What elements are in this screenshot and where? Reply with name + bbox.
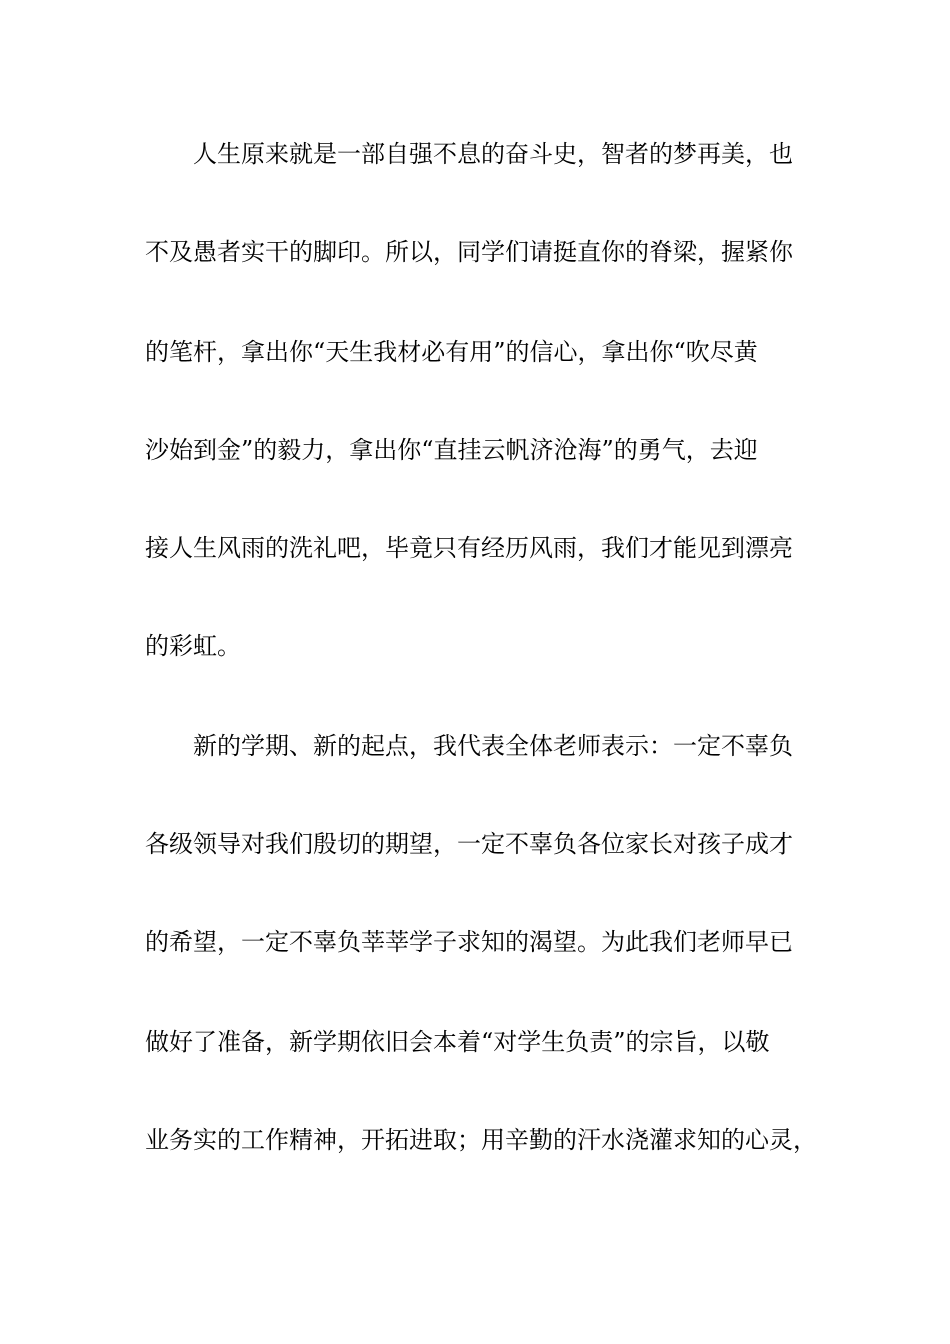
- paragraph-1-line-2: 不及愚者实干的脚印。所以，同学们请挺直你的脊梁，握紧你: [145, 238, 793, 266]
- paragraph-1-line-5: 接人生风雨的洗礼吧，毕竟只有经历风雨，我们才能见到漂亮: [145, 534, 793, 562]
- paragraph-2-line-5: 业务实的工作精神，开拓进取；用辛勤的汗水浇灌求知的心灵，: [145, 1126, 817, 1154]
- paragraph-1-line-1: 人生原来就是一部自强不息的奋斗史，智者的梦再美，也: [193, 140, 793, 168]
- paragraph-2-line-4: 做好了准备，新学期依旧会本着“对学生负责”的宗旨，以敬: [145, 1028, 770, 1056]
- paragraph-1-line-4: 沙始到金”的毅力，拿出你“直挂云帆济沧海”的勇气，去迎: [145, 436, 758, 464]
- paragraph-2-line-1: 新的学期、新的起点，我代表全体老师表示：一定不辜负: [193, 732, 793, 760]
- paragraph-2-line-3: 的希望，一定不辜负莘莘学子求知的渴望。为此我们老师早已: [145, 928, 793, 956]
- paragraph-2-line-2: 各级领导对我们殷切的期望，一定不辜负各位家长对孩子成才: [145, 830, 793, 858]
- paragraph-1-line-6: 的彩虹。: [145, 632, 241, 660]
- paragraph-1-line-3: 的笔杆，拿出你“天生我材必有用”的信心，拿出你“吹尽黄: [145, 338, 758, 366]
